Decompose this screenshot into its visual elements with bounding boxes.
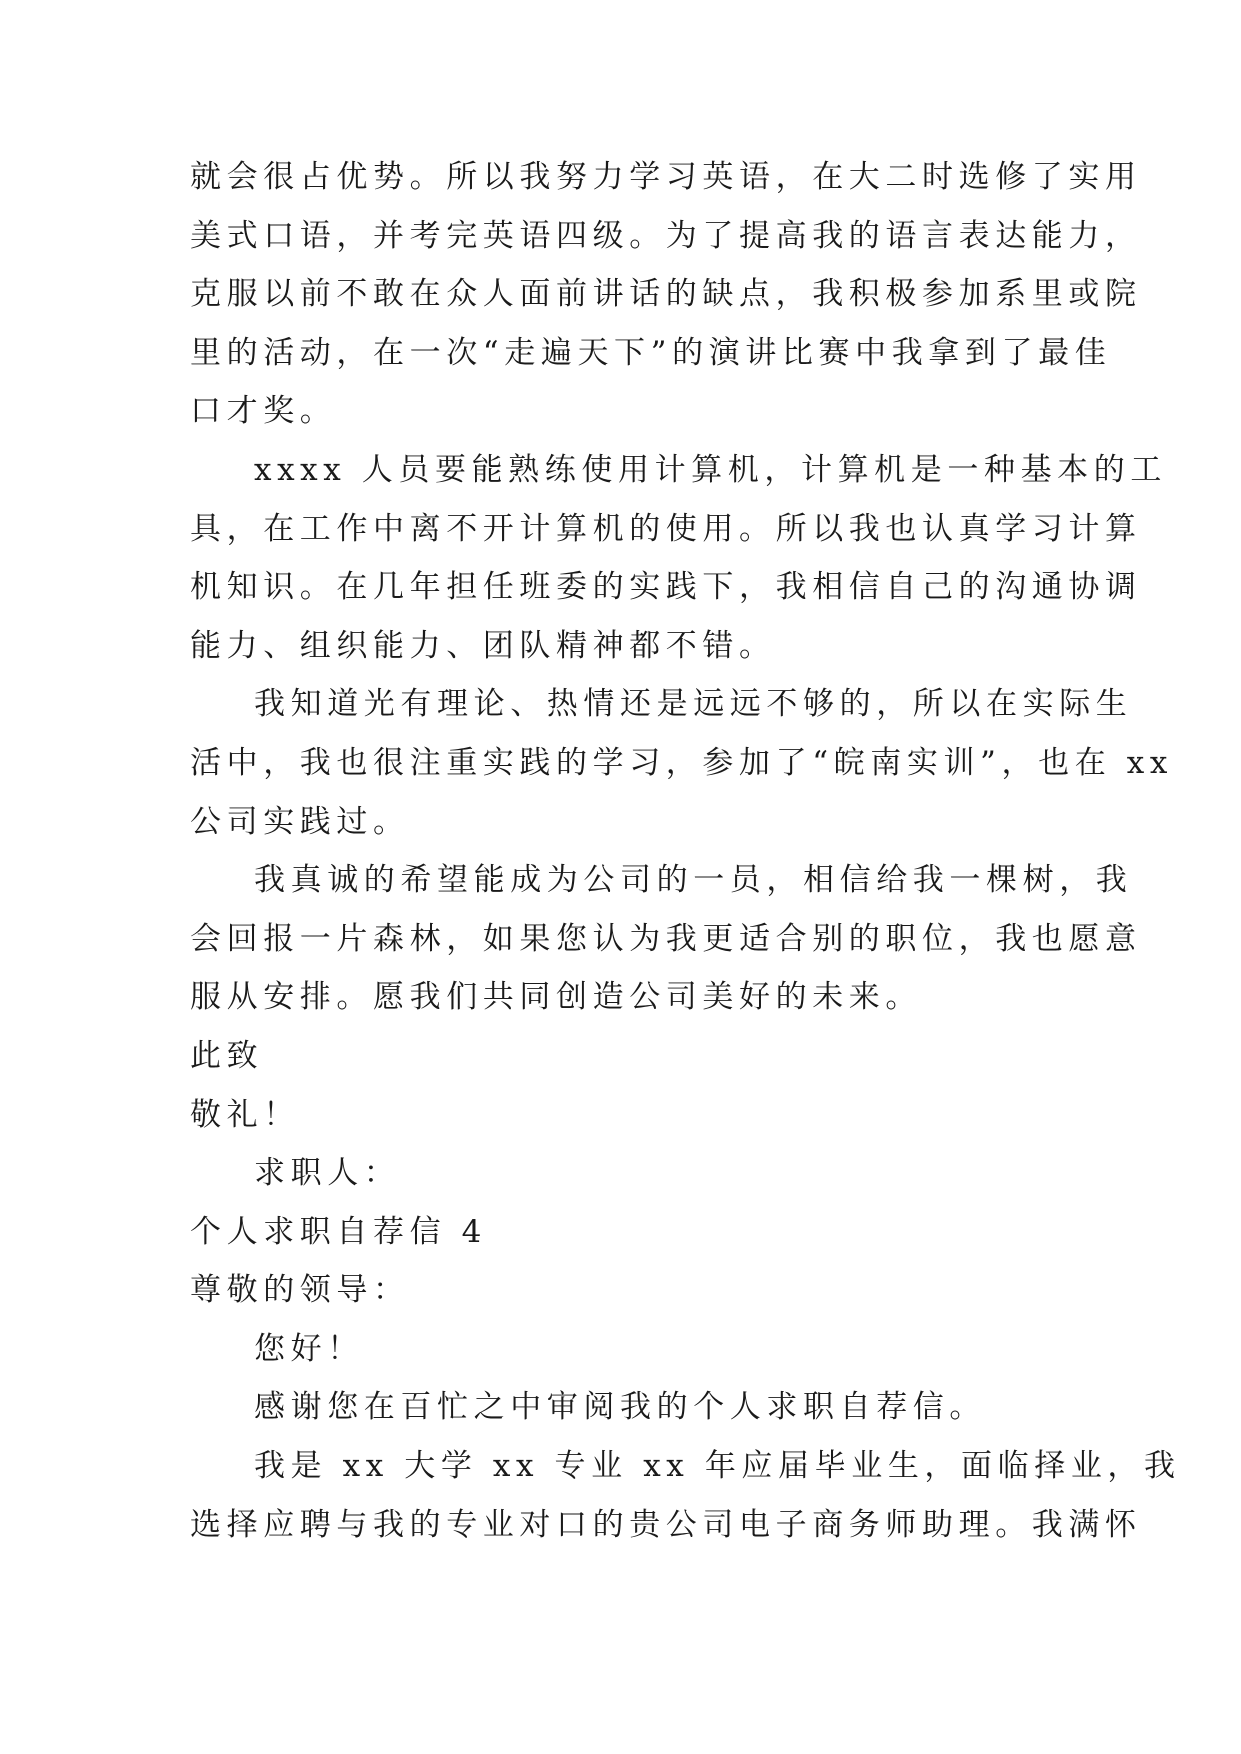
text-line: 口才奖。 — [190, 393, 337, 430]
text-line: 里的活动，在一次“走遍天下”的演讲比赛中我拿到了最佳 — [190, 334, 1112, 371]
text-line: 机知识。在几年担任班委的实践下，我相信自己的沟通协调 — [190, 569, 1142, 606]
text-line: 我知道光有理论、热情还是远远不够的，所以在实际生 — [254, 686, 1133, 723]
text-line: 会回报一片森林，如果您认为我更适合别的职位，我也愿意 — [190, 920, 1142, 957]
text-line: 选择应聘与我的专业对口的贵公司电子商务师助理。我满怀 — [190, 1506, 1142, 1543]
text-line: 感谢您在百忙之中审阅我的个人求职自荐信。 — [254, 1389, 986, 1426]
signature-label: 求职人： — [254, 1155, 401, 1192]
text-line: 公司实践过。 — [190, 803, 410, 840]
text-line: 活中，我也很注重实践的学习，参加了“皖南实训”，也在 xx — [190, 744, 1173, 781]
text-line: 我真诚的希望能成为公司的一员，相信给我一棵树，我 — [254, 862, 1133, 899]
text-line: 就会很占优势。所以我努力学习英语，在大二时选修了实用 — [190, 159, 1142, 195]
greeting: 尊敬的领导： — [190, 1272, 410, 1309]
text-line: 克服以前不敢在众人面前讲话的缺点，我积极参加系里或院 — [190, 276, 1142, 313]
closing-salutation: 此致 — [190, 1037, 264, 1074]
text-line: xxxx 人员要能熟练使用计算机，计算机是一种基本的工 — [254, 451, 1167, 488]
text-line: 能力、组织能力、团队精神都不错。 — [190, 627, 776, 664]
text-line: 您好！ — [254, 1330, 364, 1367]
text-line: 我是 xx 大学 xx 专业 xx 年应届毕业生，面临择业，我 — [254, 1448, 1181, 1485]
section-title: 个人求职自荐信 4 — [190, 1213, 487, 1250]
text-line: 具，在工作中离不开计算机的使用。所以我也认真学习计算 — [190, 510, 1142, 547]
text-line: 美式口语，并考完英语四级。为了提高我的语言表达能力， — [190, 217, 1142, 254]
text-line: 服从安排。愿我们共同创造公司美好的未来。 — [190, 979, 922, 1016]
closing-regards: 敬礼！ — [190, 1096, 300, 1133]
document-page — [190, 148, 1181, 1554]
